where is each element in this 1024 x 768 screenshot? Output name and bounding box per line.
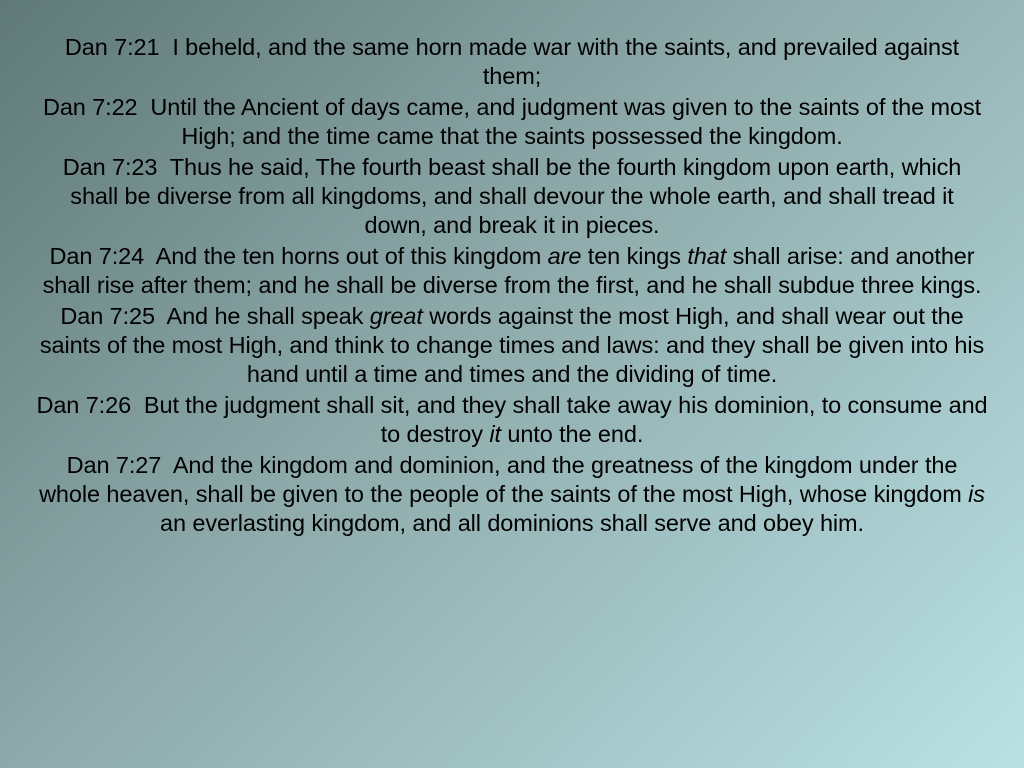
verse-text: But the judgment shall sit, and they shall take away his dominion, to consume and to destroy bbox=[143, 392, 988, 447]
verse-italic-text: are bbox=[547, 243, 582, 270]
verse-list bbox=[36, 33, 988, 537]
verse-italic-text: that bbox=[687, 243, 727, 270]
verse-text: Thus he said, The fourth beast shall be the fourth kingdom upon earth, which shall be diverse from all kingdoms, and shall devour the whole earth, and shall tread it down, and break it in pieces. bbox=[70, 154, 962, 238]
verse-paragraph bbox=[36, 93, 988, 150]
verse-reference: Dan 7:21 bbox=[64, 34, 160, 60]
verse-paragraph bbox=[36, 451, 988, 537]
verse-text: shall arise: and another shall rise after them; and he shall be diverse from the first, and he shall subdue three kings. bbox=[42, 243, 982, 298]
verse-text: words against the most High, and shall wear out the saints of the most High, and think to change times and laws: and they shall be given into his hand until a time and times and the dividing of time. bbox=[39, 303, 985, 387]
verse-reference: Dan 7:22 bbox=[42, 94, 138, 121]
verse-reference: Dan 7:24 bbox=[49, 243, 145, 270]
verse-paragraph bbox=[36, 391, 988, 448]
verse-text: unto the end. bbox=[500, 420, 644, 447]
verse-paragraph bbox=[36, 302, 988, 388]
verse-text: ten kings bbox=[581, 243, 688, 270]
verse-text: And the kingdom and dominion, and the greatness of the kingdom under the whole heaven, shall be given to the people of the saints of the most High, whose kingdom bbox=[39, 452, 969, 507]
verse-paragraph bbox=[36, 153, 988, 239]
verse-reference: Dan 7:23 bbox=[62, 154, 158, 181]
verse-text: And the ten horns out of this kingdom bbox=[155, 243, 548, 270]
verse-paragraph bbox=[36, 242, 988, 299]
verse-italic-text: it bbox=[489, 420, 501, 447]
verse-italic-text: great bbox=[369, 303, 423, 330]
verse-reference: Dan 7:27 bbox=[66, 452, 162, 479]
verse-text: an everlasting kingdom, and all dominions shall serve and obey him. bbox=[160, 509, 864, 536]
verse-text: I beheld, and the same horn made war with the saints, and prevailed against them; bbox=[172, 34, 960, 89]
verse-text: Until the Ancient of days came, and judgment was given to the saints of the most High; and the time came that the saints possessed the kingdom. bbox=[150, 94, 982, 149]
verse-italic-text: is bbox=[968, 480, 985, 507]
verse-reference: Dan 7:26 bbox=[36, 392, 132, 419]
verse-reference: Dan 7:25 bbox=[60, 303, 155, 330]
verse-paragraph bbox=[36, 33, 988, 90]
verse-text: And he shall speak bbox=[166, 303, 370, 330]
